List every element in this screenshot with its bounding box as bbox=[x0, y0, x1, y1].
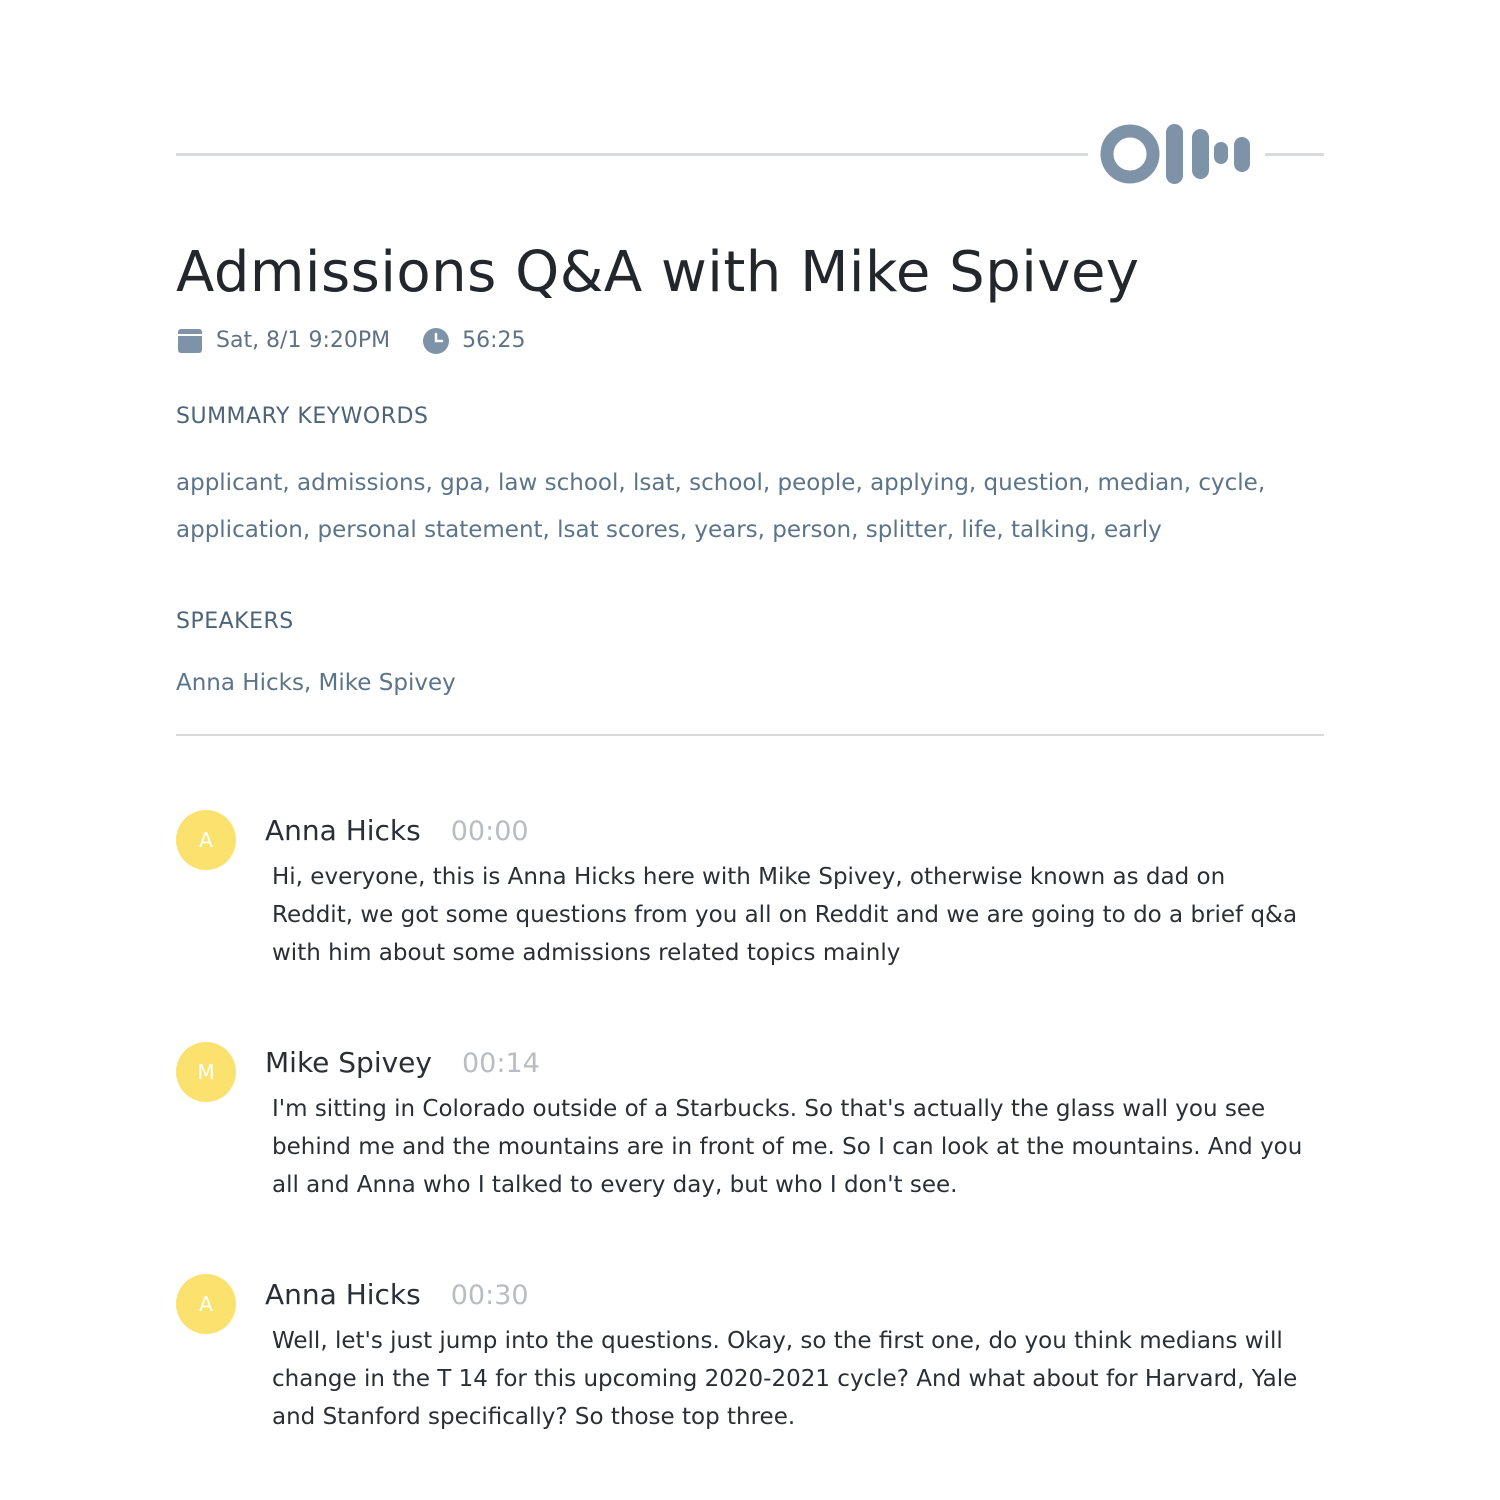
header-rule-left bbox=[176, 153, 1088, 156]
speaker-name: Mike Spivey bbox=[265, 1046, 432, 1079]
otter-logo-icon bbox=[1100, 124, 1252, 184]
recording-date: Sat, 8/1 9:20PM bbox=[216, 327, 391, 353]
divider bbox=[176, 734, 1324, 736]
page-title: Admissions Q&A with Mike Spivey bbox=[176, 240, 1140, 305]
header-rule-right bbox=[1265, 153, 1324, 156]
speakers-list: Anna Hicks, Mike Spivey bbox=[176, 670, 456, 696]
recording-duration: 56:25 bbox=[462, 327, 526, 353]
meta-row bbox=[176, 324, 558, 356]
timestamp[interactable]: 00:30 bbox=[450, 1280, 529, 1311]
speaker-name: Anna Hicks bbox=[265, 1278, 421, 1311]
utterance-text: Hi, everyone, this is Anna Hicks here with Mike Spivey, otherwise known as dad on Reddit, we got some questions from you all on Reddit and we are going to do a brief q&a with him about some admissions related topics mainly bbox=[272, 864, 1298, 966]
timestamp[interactable]: 00:14 bbox=[461, 1048, 540, 1079]
speaker-line bbox=[265, 1046, 540, 1079]
avatar: A bbox=[176, 1274, 236, 1334]
summary-keywords: applicant, admissions, gpa, law school, lsat, school, people, applying, question, median, cycle, application, personal statement, lsat scores, years, person, splitter, life, talking, early bbox=[176, 470, 1266, 543]
avatar: A bbox=[176, 810, 236, 870]
utterance-text: Well, let's just jump into the questions. Okay, so the first one, do you think medians will change in the T 14 for this upcoming 2020-2021 cycle? And what about for Harvard, Yale and Stanford specifically? So those top three. bbox=[272, 1328, 1298, 1430]
speaker-name: Anna Hicks bbox=[265, 814, 421, 847]
speaker-line bbox=[265, 1278, 529, 1311]
timestamp[interactable]: 00:00 bbox=[450, 816, 529, 847]
calendar-icon bbox=[176, 326, 204, 354]
summary-keywords-heading: SUMMARY KEYWORDS bbox=[176, 404, 429, 429]
speaker-line bbox=[265, 814, 529, 847]
speakers-heading: SPEAKERS bbox=[176, 609, 294, 634]
utterance-text: I'm sitting in Colorado outside of a Starbucks. So that's actually the glass wall you see behind me and the mountains are in front of me. So I can look at the mountains. And you all and Anna who I talked to every day, but who I don't see. bbox=[272, 1096, 1303, 1198]
avatar: M bbox=[176, 1042, 236, 1102]
clock-icon bbox=[422, 326, 450, 354]
